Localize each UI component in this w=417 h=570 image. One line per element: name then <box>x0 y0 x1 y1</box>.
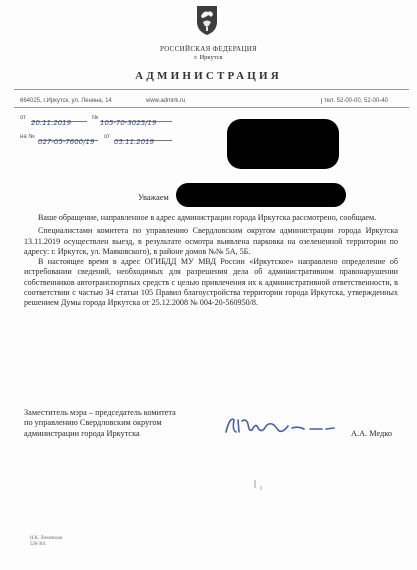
executor-name: Н.К. Лиханская <box>30 536 62 541</box>
reg-number-field <box>100 112 172 127</box>
reg-number-label: № <box>92 115 99 121</box>
org-country: РОССИЙСКАЯ ФЕДЕРАЦИЯ <box>159 45 258 53</box>
ref-date-field <box>114 131 172 146</box>
org-phone: тел. 52-00-00, 52-00-40 <box>321 98 388 104</box>
ref-date: 05.11.2019 <box>114 138 155 146</box>
org-website: www.admirk.ru <box>146 98 186 104</box>
ref-number-field <box>38 131 98 146</box>
header-rule-top <box>14 89 409 90</box>
handwritten-signature <box>222 412 350 440</box>
redacted-recipient <box>227 119 339 169</box>
redacted-recipient-name <box>176 183 346 207</box>
signatory-position <box>24 408 176 439</box>
reg-number: 105-70-3025/19 <box>100 119 157 127</box>
position-line-1: Заместитель мэра – председатель комитета <box>24 408 176 417</box>
letter-body <box>24 213 398 309</box>
ref-number: 027-05-7600/19 <box>38 138 95 146</box>
org-city: г. Иркутск <box>194 54 223 61</box>
scan-mark <box>260 486 262 490</box>
greeting: Уважаем <box>138 193 169 202</box>
reg-date-field <box>31 112 87 127</box>
coat-of-arms-logo <box>194 4 220 36</box>
header-rule-bottom <box>14 107 409 108</box>
ref-from-label: от <box>104 134 110 140</box>
reg-date: 20.11.2019 <box>31 119 72 127</box>
org-title: АДМИНИСТРАЦИЯ <box>135 70 282 82</box>
signatory-name: А.А. Медко <box>351 429 393 438</box>
body-paragraph-2: Специалистами комитета по управлению Свердловским округом администрации города Иркутска 13.11.2019 осуществлен выезд, в результате осмотра выявлена парковка на озелененной территории по адресу: г. Иркутск, ул. Маяковского), в районе домов №№ 5А, 5Б. <box>24 226 398 256</box>
reg-from-label: от <box>20 115 26 121</box>
body-paragraph-1: Ваше обращение, направленное в адрес администрации города Иркутска рассмотрено, сообщаем. <box>38 213 377 222</box>
position-line-3: администрации города Иркутска <box>24 428 140 438</box>
scan-mark <box>254 480 256 488</box>
ref-label: на № <box>20 134 35 140</box>
org-address: 664025, г.Иркутск, ул. Ленина, 14 <box>20 98 112 104</box>
body-paragraph-3: В настоящее время в адрес ОГИБДД МУ МВД России «Иркутское» направлено определение об истребовании сведений, необходимых для разрешения дела об административном правонарушении собственников автотранспортных средств с целью привлечения их к административной ответственности, в соответствии с частью 34 статьи 105 Правил благоустройства территории города Иркутска, утвержденных решением Думы города Иркутска от 25.12.2008 № 004-20-560950/8. <box>24 257 398 308</box>
executor-phone: 520-361 <box>30 542 46 547</box>
executor-info <box>30 536 62 548</box>
position-line-2: по управлению Свердловским округом <box>24 418 162 428</box>
